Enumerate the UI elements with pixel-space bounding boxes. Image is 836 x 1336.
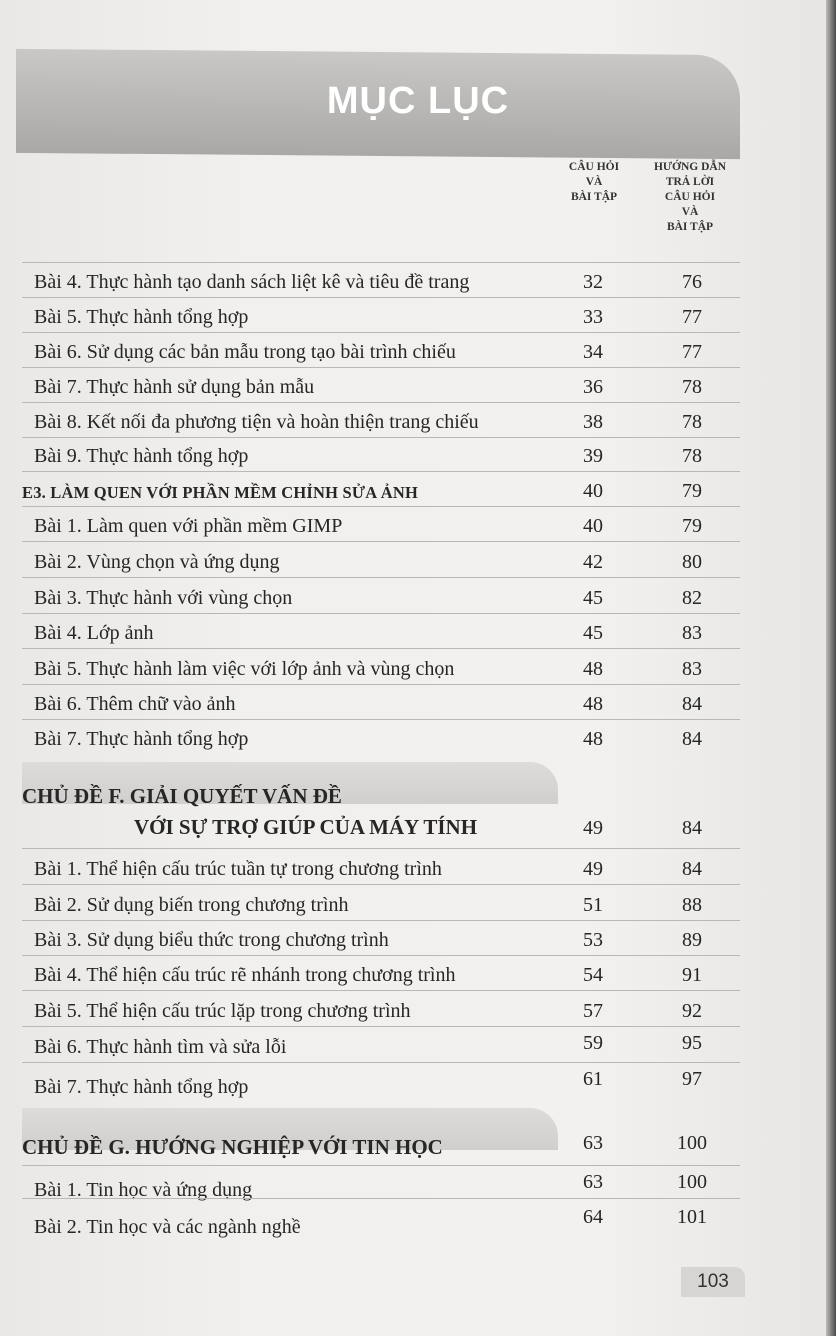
toc-row-question-page: 51 <box>583 894 603 916</box>
toc-row-answer-page: 76 <box>682 271 702 293</box>
chapter-f-title-line2[interactable]: VỚI SỰ TRỢ GIÚP CỦA MÁY TÍNH <box>134 815 478 839</box>
toc-row-question-page: 38 <box>583 411 603 433</box>
toc-row-title: Bài 1. Làm quen với phần mềm GIMP <box>34 515 343 537</box>
toc-row[interactable] <box>22 1026 740 1063</box>
toc-row-title: Bài 4. Thể hiện cấu trúc rẽ nhánh trong chương trình <box>34 964 456 986</box>
toc-row-answer-page: 97 <box>682 1068 702 1090</box>
toc-row[interactable] <box>22 541 740 578</box>
toc-row[interactable] <box>22 367 740 403</box>
toc-row[interactable] <box>22 506 740 542</box>
column-header-line: BÀI TẬP <box>570 191 618 203</box>
toc-row-title: Bài 5. Thực hành làm việc với lớp ảnh và vùng chọn <box>34 658 455 680</box>
chapter-f-answer-page: 84 <box>682 817 702 839</box>
toc-row-title: Bài 4. Lớp ảnh <box>34 622 154 644</box>
page-edge-shadow <box>826 0 836 1336</box>
toc-row-answer-page: 84 <box>682 858 702 880</box>
toc-row-answer-page: 78 <box>682 411 702 433</box>
toc-row[interactable] <box>22 1062 740 1103</box>
toc-row-title: Bài 3. Thực hành với vùng chọn <box>34 587 293 609</box>
toc-row[interactable] <box>22 719 740 755</box>
column-header-answers <box>636 160 744 235</box>
toc-row-title: Bài 2. Vùng chọn và ứng dụng <box>34 551 280 573</box>
toc-row-title: Bài 3. Sử dụng biểu thức trong chương trình <box>34 929 389 951</box>
page-number: 103 <box>681 1267 745 1297</box>
toc-row[interactable] <box>22 955 740 991</box>
column-header-questions <box>556 160 632 205</box>
toc-row-answer-page: 84 <box>682 728 702 750</box>
toc-row-question-page: 49 <box>583 858 603 880</box>
column-header-line: TRẢ LỜI <box>665 176 715 188</box>
toc-row-answer-page: 82 <box>682 587 702 609</box>
toc-row-answer-page: 77 <box>682 306 702 328</box>
toc-row-answer-page: 92 <box>682 1000 702 1022</box>
toc-row-answer-page: 79 <box>682 515 702 537</box>
toc-row-title: Bài 6. Sử dụng các bản mẫu trong tạo bài trình chiếu <box>34 341 456 363</box>
page-title: MỤC LỤC <box>326 80 510 122</box>
toc-row-question-page: 57 <box>583 1000 603 1022</box>
toc-row-question-page: 39 <box>583 445 603 467</box>
toc-row[interactable] <box>22 884 740 921</box>
toc-row-question-page: 48 <box>583 658 603 680</box>
toc-row-answer-page: 80 <box>682 551 702 573</box>
toc-row-answer-page: 78 <box>682 376 702 398</box>
chapter-f-title-line1[interactable]: CHỦ ĐỀ F. GIẢI QUYẾT VẤN ĐỀ <box>22 784 342 808</box>
toc-row[interactable] <box>22 297 740 333</box>
toc-row-title: Bài 1. Thể hiện cấu trúc tuần tự trong chương trình <box>34 858 442 880</box>
toc-row-answer-page: 79 <box>682 480 702 502</box>
toc-row-question-page: 34 <box>583 341 603 363</box>
toc-row[interactable] <box>22 332 740 368</box>
toc-row-answer-page: 83 <box>682 622 702 644</box>
toc-row[interactable] <box>22 684 740 720</box>
toc-row-question-page: 61 <box>583 1068 603 1090</box>
toc-row-answer-page: 91 <box>682 964 702 986</box>
toc-row-question-page: 64 <box>583 1206 603 1228</box>
toc-row-answer-page: 95 <box>682 1032 702 1054</box>
toc-row[interactable] <box>22 402 740 438</box>
toc-row-question-page: 45 <box>583 622 603 644</box>
toc-row[interactable] <box>22 920 740 956</box>
toc-row-question-page: 42 <box>583 551 603 573</box>
toc-row-title: Bài 7. Thực hành tổng hợp <box>34 1076 249 1098</box>
toc-row-answer-page: 101 <box>677 1206 707 1228</box>
toc-section-row[interactable] <box>22 471 740 507</box>
toc-row-title: Bài 1. Tin học và ứng dụng <box>34 1179 253 1201</box>
toc-row-question-page: 40 <box>583 480 603 502</box>
toc-row[interactable] <box>22 577 740 614</box>
toc-row-title: Bài 7. Thực hành sử dụng bản mẫu <box>34 376 315 398</box>
toc-row[interactable] <box>22 262 740 298</box>
chapter-f-question-page: 49 <box>583 817 603 839</box>
toc-row-title: Bài 2. Sử dụng biến trong chương trình <box>34 894 349 916</box>
toc-row-question-page: 54 <box>583 964 603 986</box>
toc-row-title: Bài 9. Thực hành tổng hợp <box>34 445 249 467</box>
toc-row-title: Bài 7. Thực hành tổng hợp <box>34 728 249 750</box>
toc-row[interactable] <box>22 990 740 1027</box>
toc-row[interactable] <box>22 1198 740 1243</box>
column-header-line: HƯỚNG DẪN <box>653 161 727 173</box>
toc-row[interactable] <box>22 613 740 649</box>
column-header-line: VÀ <box>585 176 603 188</box>
toc-row[interactable] <box>22 848 740 885</box>
toc-row-question-page: 53 <box>583 929 603 951</box>
toc-row-title: Bài 2. Tin học và các ngành nghề <box>34 1216 301 1238</box>
toc-row-question-page: 48 <box>583 693 603 715</box>
chapter-g-title[interactable]: CHỦ ĐỀ G. HƯỚNG NGHIỆP VỚI TIN HỌC <box>22 1135 443 1159</box>
column-header-line: CÂU HỎI <box>664 191 716 203</box>
toc-row-answer-page: 78 <box>682 445 702 467</box>
toc-row-title: Bài 4. Thực hành tạo danh sách liệt kê và tiêu đề trang <box>34 271 470 293</box>
toc-row-title: Bài 8. Kết nối đa phương tiện và hoàn thiện trang chiếu <box>34 411 479 433</box>
toc-row-answer-page: 84 <box>682 693 702 715</box>
toc-row-question-page: 40 <box>583 515 603 537</box>
toc-row[interactable] <box>22 437 740 472</box>
toc-row-question-page: 59 <box>583 1032 603 1054</box>
toc-row-answer-page: 83 <box>682 658 702 680</box>
chapter-g-question-page: 63 <box>583 1132 603 1154</box>
toc-row-question-page: 32 <box>583 271 603 293</box>
toc-row-question-page: 45 <box>583 587 603 609</box>
toc-row-title: Bài 6. Thêm chữ vào ảnh <box>34 693 236 715</box>
toc-row-title: Bài 5. Thực hành tổng hợp <box>34 306 249 328</box>
column-header-line: BÀI TẬP <box>666 221 714 233</box>
chapter-g-answer-page: 100 <box>677 1132 707 1154</box>
toc-row-question-page: 48 <box>583 728 603 750</box>
toc-row-answer-page: 89 <box>682 929 702 951</box>
column-header-line: VÀ <box>681 206 699 218</box>
toc-row-answer-page: 100 <box>677 1171 707 1193</box>
toc-row-answer-page: 77 <box>682 341 702 363</box>
column-header-line: CÂU HỎI <box>568 161 620 173</box>
toc-row-title: Bài 6. Thực hành tìm và sửa lỗi <box>34 1036 287 1058</box>
toc-row-question-page: 63 <box>583 1171 603 1193</box>
toc-row-question-page: 33 <box>583 306 603 328</box>
toc-row-title: Bài 5. Thể hiện cấu trúc lặp trong chương trình <box>34 1000 411 1022</box>
toc-row[interactable] <box>22 648 740 685</box>
toc-row-answer-page: 88 <box>682 894 702 916</box>
toc-section-title: E3. LÀM QUEN VỚI PHẦN MỀM CHỈNH SỬA ẢNH <box>22 483 419 502</box>
toc-row-question-page: 36 <box>583 376 603 398</box>
